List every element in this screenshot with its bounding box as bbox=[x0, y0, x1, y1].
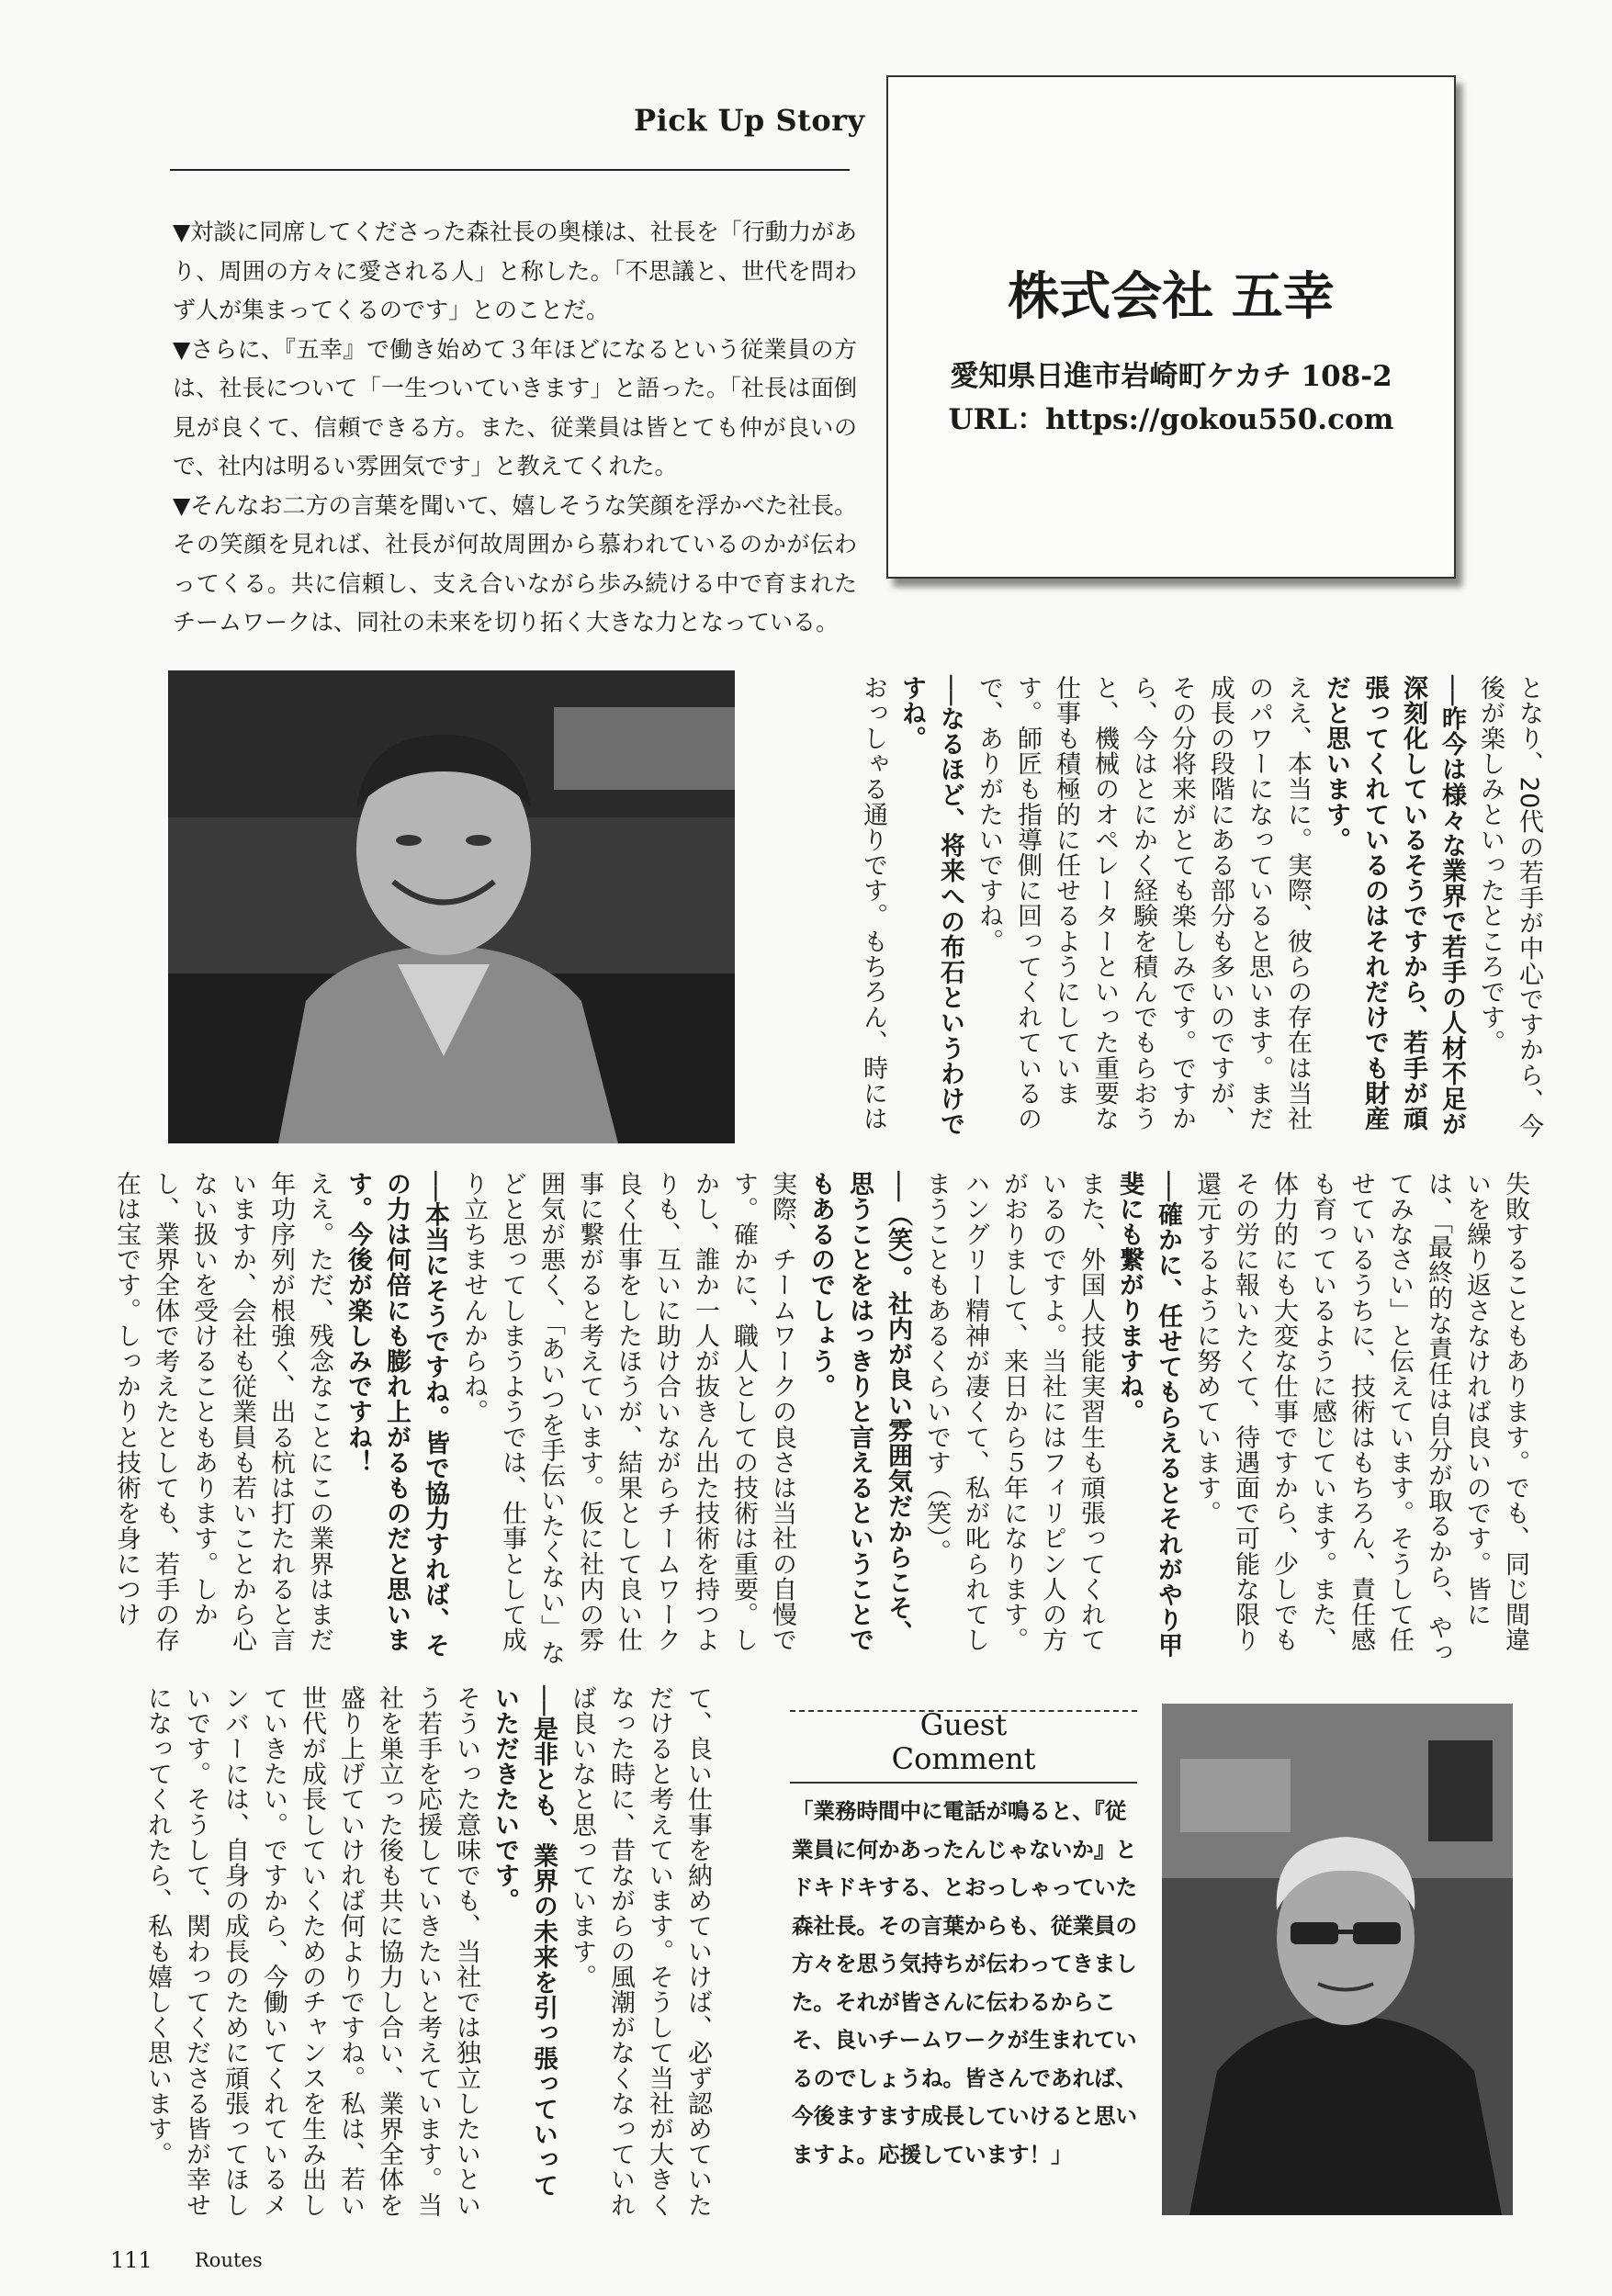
article-paragraph: ええ。ただ、残念なことにこの業界はまだ年功序列が根強く、出る杭は打たれると言いますか、会社も従業員も若いことから心ない扱いを受けることもあります。しかし、業界全体で考えたとしても、若手の存在は宝です。しっかりと技術を身につけ bbox=[112, 1171, 333, 1653]
article-paragraph: おっしゃる通りです。もちろん、時には bbox=[859, 675, 887, 1131]
magazine-name: Routes bbox=[195, 2249, 263, 2271]
article-column-2 bbox=[110, 1171, 1534, 1667]
page-number: 111 bbox=[110, 2247, 152, 2273]
guest-comment-title-line: Comment bbox=[891, 1741, 1036, 1776]
intro-paragraph: ▼対談に同席してくださった森社長の奥様は、社長を「行動力があり、周囲の方々に愛される人」と称した。「不思議と、世代を問わず人が集まってくるのです」とのことだ。 bbox=[173, 219, 857, 323]
interviewer-question: ──確かに、任せてもらえるとそれがやり甲斐にも繋がりますね。 bbox=[1115, 1171, 1182, 1659]
interviewer-question: ──（笑）。社内が良い雰囲気だからこそ、思うことをはっきりと言えるということでもあるのでしょう。 bbox=[806, 1171, 912, 1653]
guest-comment-divider bbox=[790, 1782, 1137, 1784]
header-divider bbox=[170, 169, 850, 171]
guest-comment-body: 「業務時間中に電話が鳴ると、『従業員に何かあったんじゃないか』とドキドキする、とおっしゃっていた森社長。その言葉からも、従業員の方々を思う気持ちが伝わってきました。それが皆さんに伝わるからこそ、良いチームワークが生まれているのでしょうね。皆さんであれば、今後ますます成長していけると思いますよ。応援しています！」 bbox=[792, 1798, 1137, 2167]
article-paragraph: て、良い仕事を納めていけば、必ず認めていただけると考えています。そうして当社が大きくなった時に、昔ながらの風潮がなくなっていれば良いなと思っています。 bbox=[568, 1685, 712, 2218]
article-column-3 bbox=[110, 1685, 716, 2223]
article-paragraph: となり、20代の若手が中心ですから、今後が楽しみといったところです。 bbox=[1476, 675, 1543, 1139]
section-title: Pick Up Story bbox=[634, 103, 865, 138]
interviewer-question: ──昨今は様々な業界で若手の人材不足が深刻化しているそうですから、若手が頑張ってくれているのはそれだけでも財産だと思います。 bbox=[1322, 675, 1466, 1137]
company-name: 株式会社 五幸 bbox=[1008, 266, 1335, 327]
company-info-box bbox=[886, 75, 1456, 579]
company-url: URL：https://gokou550.com bbox=[948, 403, 1394, 436]
guest-photo bbox=[1162, 1704, 1513, 2215]
article-column-1 bbox=[804, 675, 1548, 1153]
article-paragraph: そういった意味でも、当社では独立したいという若手を応援していきたいと考えています。当社を巣立った後も共に協力し合い、業界全体を盛り上げていければ何よりですね。私は、若い世代が成長していくためのチャンスを生み出していきたい。ですから、今働いてくれているメンバーには、自身の成長のために頑張ってほしいです。そうして、関わってくださる皆が幸せになってくれたら、私も嬉しく思います。 bbox=[143, 1685, 480, 2218]
article-paragraph: 実際、チームワークの良さは当社の自慢です。確かに、職人としての技術は重要。しかし、誰か一人が抜きん出た技術を持つよりも、互いに助け合いながらチームワーク良く仕事をしたほうが、結果として良い仕事に繋がると考えています。仮に社内の雰囲気が悪く、「あいつを手伝いたくない」などと思ってしまうようでは、仕事として成り立ちませんからね。 bbox=[459, 1171, 796, 1666]
intro-text bbox=[173, 213, 857, 643]
president-photo bbox=[168, 670, 735, 1143]
intro-paragraph: ▼そんなお二方の言葉を聞いて、嬉しそうな笑顔を浮かべた社長。その笑顔を見れば、社長が何故周囲から慕われているのかが伝わってくる。共に信頼し、支え合いながら歩み続ける中で育まれたチームワークは、同社の未来を切り拓く大きな力となっている。 bbox=[173, 491, 857, 636]
interviewer-question: ──本当にそうですね。皆で協力すれば、その力は何倍にも膨れ上がるものだと思います。今後が楽しみですね！ bbox=[344, 1171, 449, 1659]
guest-comment-title-line: Guest bbox=[919, 1707, 1008, 1742]
company-address: 愛知県日進市岩崎町ケカチ 108-2 bbox=[950, 360, 1392, 393]
interviewer-question: ──なるほど、将来への布石というわけですね。 bbox=[897, 675, 964, 1137]
article-paragraph: また、外国人技能実習生も頑張ってくれているのですよ。当社にはフィリピン人の方がおりまして、来日から５年になります。ハングリー精神が凄くて、私が叱られてしまうこともあるくらいです（笑）。 bbox=[922, 1171, 1105, 1653]
article-paragraph: ええ、本当に。実際、彼らの存在は当社のパワーになっていると思います。まだ成長の段階にある部分も多いのですが、その分将来がとても楽しみです。ですから、今はとにかく経験を積んでもらおうと、機械のオペレーターといった重要な仕事も積極的に任せるようにしています。師匠も指導側に回ってくれているので、ありがたいですね。 bbox=[975, 675, 1312, 1131]
article-paragraph: 失敗することもあります。でも、同じ間違いを繰り返さなければ良いのです。皆には、「最終的な責任は自分が取るから、やってみなさい」と伝えています。そうして任せているうちに、技術はもちろん、責任感も育っているように感じています。また、体力的にも大変な仕事ですから、少しでもその労に報いたくて、待遇面で可能な限り還元するように努めています。 bbox=[1192, 1171, 1529, 1666]
interviewer-question: ──是非とも、業界の未来を引っ張っていっていただきたいです。 bbox=[490, 1685, 558, 2199]
intro-paragraph: ▼さらに、『五幸』で働き始めて３年ほどになるという従業員の方は、社長について「一生ついていきます」と語った。「社長は面倒見が良くて、信頼できる方。また、従業員は皆とても仲が良いので、社内は明るい雰囲気です」と教えてくれた。 bbox=[173, 335, 857, 479]
guest-comment-title bbox=[790, 1708, 1137, 1776]
